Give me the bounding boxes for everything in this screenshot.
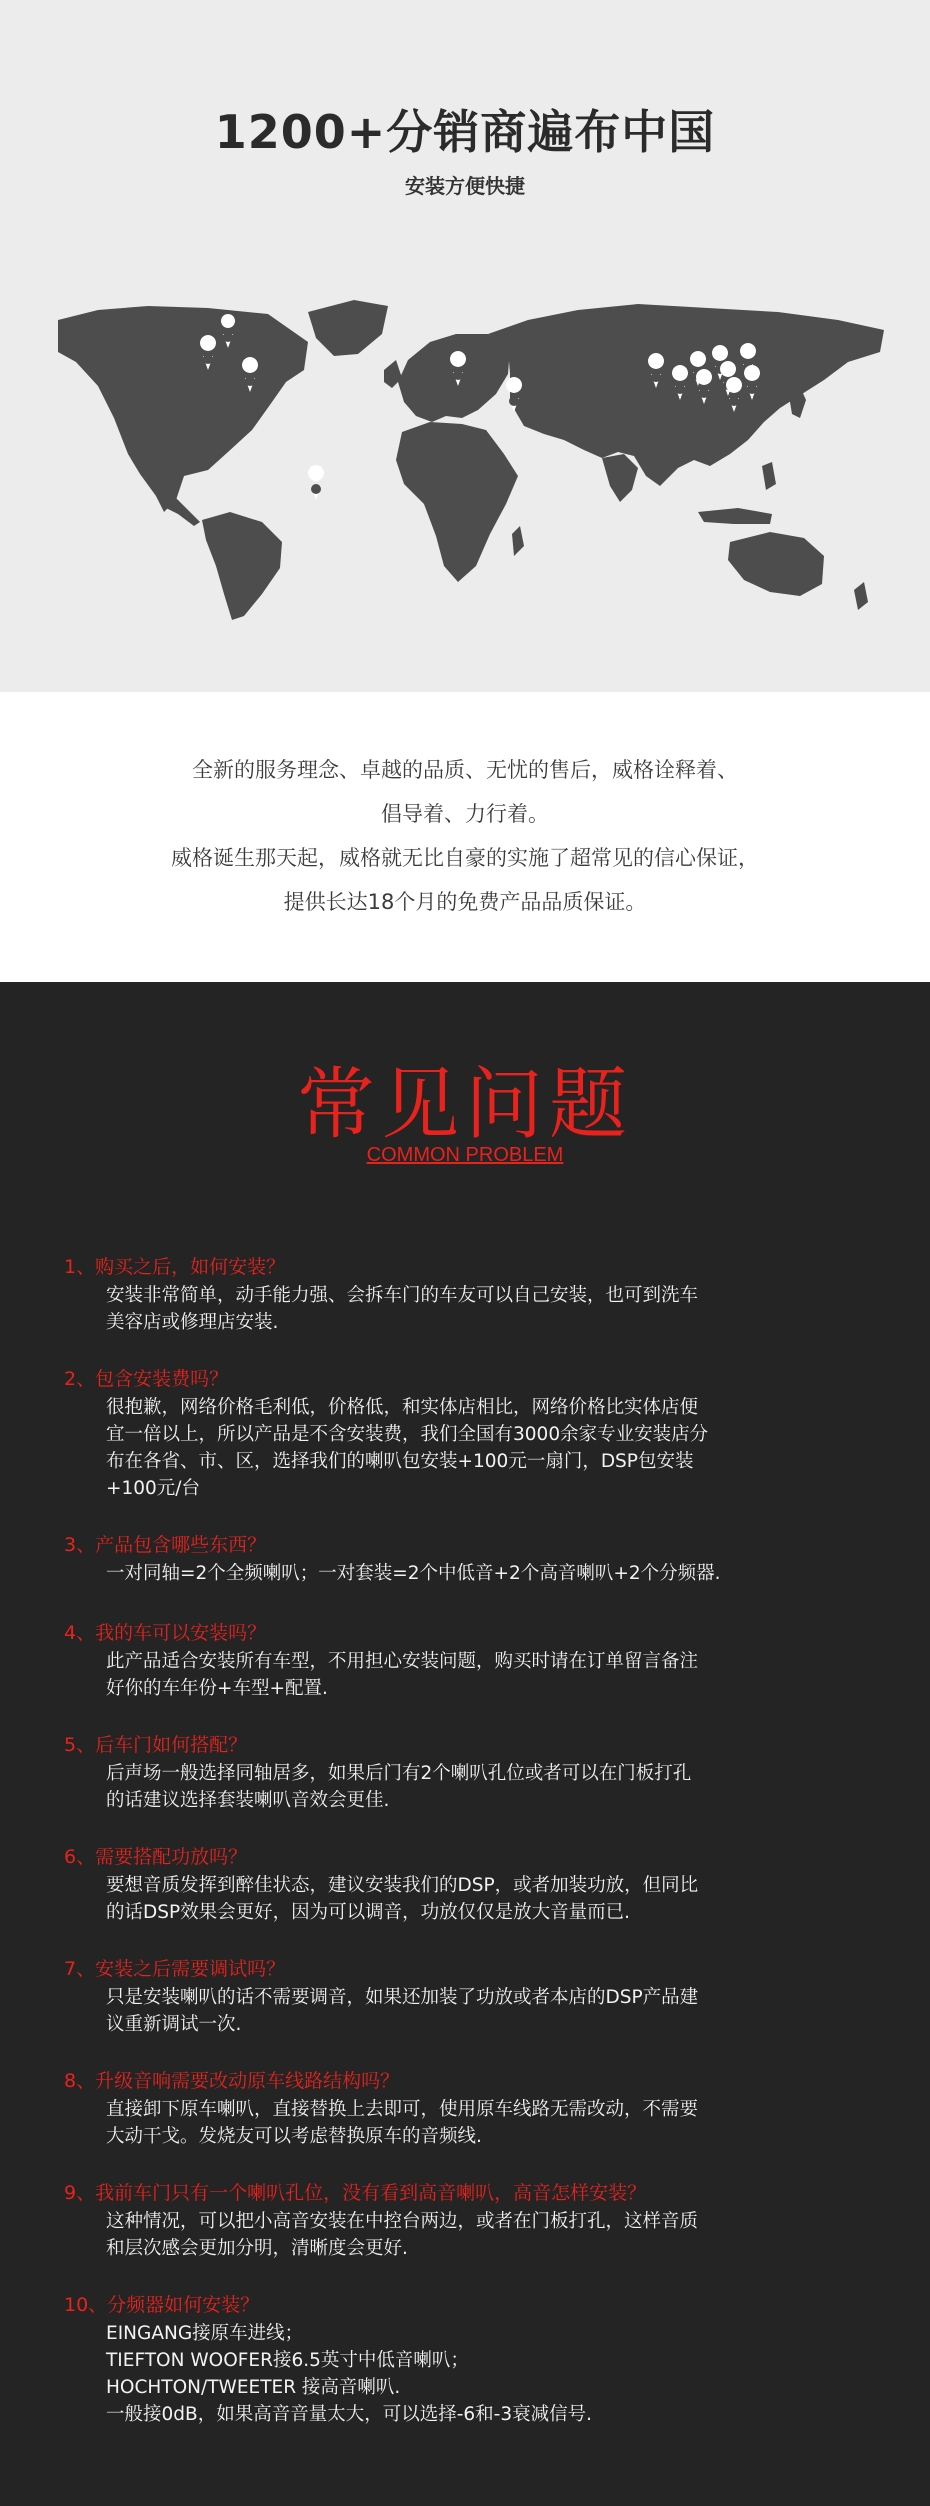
south-america [202,512,282,620]
india [602,454,638,502]
faq-question: 8、升级音响需要改动原车线路结构吗？ [64,2070,400,2092]
madagascar [512,526,524,556]
faq-answer [106,2320,884,2428]
faq-question: 2、包含安装费吗？ [64,1368,229,1390]
australia [728,532,824,596]
faq-answer [106,1648,884,1702]
north-america [58,306,308,512]
distributors-subtitle: 安装方便快捷 [405,174,525,198]
faq-question: 1、购买之后，如何安装？ [64,1256,286,1278]
faq-answer-line: 只是安装喇叭的话不需要调音，如果还加装了功放或者本店的DSP产品建 [106,1987,699,2008]
faq-answer-line: 一般接0dB，如果高音音量太大，可以选择-6和-3衰减信号. [106,2404,592,2425]
faq-answer-line: 好你的车年份+车型+配置. [106,1678,328,1699]
distributors-title: 1200+分销商遍布中国 [214,105,716,159]
faq-answer [106,1872,884,1926]
faq-answer [106,1984,884,2038]
faq-answer-line: 议重新调试一次. [106,2014,242,2035]
faq-answer [106,1282,884,1336]
faq-answer-line: 要想音质发挥到醉佳状态，建议安装我们的DSP，或者加装功放，但同比 [106,1875,699,1896]
faq-question: 3、产品包含哪些东西？ [64,1534,267,1556]
faq-answer-line: 这种情况，可以把小高音安装在中控台两边，或者在门板打孔，这样音质 [106,2211,699,2232]
faq-answer-line: 此产品适合安装所有车型，不用担心安装问题，购买时请在订单留言备注 [106,1651,699,1672]
faq-item [64,1842,884,1926]
faq-item [64,1618,884,1702]
faq-subtitle: COMMON PROBLEM [366,1144,564,1166]
greenland [308,300,388,356]
faq-answer-line: 布在各省、市、区，选择我们的喇叭包安装+100元一扇门，DSP包安装 [106,1451,694,1472]
faq-item [64,2066,884,2150]
faq-answer-line: 很抱歉，网络价格毛利低，价格低，和实体店相比，网络价格比实体店便 [106,1397,699,1418]
faq-answer-line: HOCHTON/TWEETER 接高音喇叭. [106,2377,401,2398]
faq-answer [106,1760,884,1814]
asia [488,304,884,486]
faq-answer-line: 安装非常简单，动手能力强、会拆车门的车友可以自己安装，也可到洗车 [106,1285,699,1306]
faq-item [64,1364,884,1502]
faq-answer-line: 宜一倍以上，所以产品是不含安装费，我们全国有3000余家专业安装店分 [106,1424,709,1445]
continents [58,300,884,620]
faq-answer-line: 大动干戈。发烧友可以考虑替换原车的音频线. [106,2126,482,2147]
world-map [58,290,888,620]
faq-answer-line: 的话建议选择套装喇叭音效会更佳. [106,1790,390,1811]
faq-item [64,2178,884,2262]
indonesia [698,508,772,524]
faq-item [64,1252,884,1336]
distributors-section [0,0,930,692]
faq-answer-line: EINGANG接原车进线； [106,2323,304,2344]
faq-answer [106,1394,884,1502]
africa [396,422,518,582]
faq-item [64,1954,884,2038]
faq-question: 7、安装之后需要调试吗？ [64,1958,286,1980]
service-line: 提供长达18个月的免费产品品质保证。 [283,890,647,914]
location-pin-icon [308,465,324,500]
faq-answer-line: 和层次感会更加分明，清晰度会更好. [106,2238,408,2259]
faq-question: 9、我前车门只有一个喇叭孔位，没有看到高音喇叭，高音怎样安装？ [64,2182,647,2204]
philippines [762,462,776,490]
service-statement [0,692,930,982]
faq-question: 6、需要搭配功放吗？ [64,1846,248,1868]
faq-answer [106,1560,884,1587]
faq-item [64,1530,884,1587]
service-line: 全新的服务理念、卓越的品质、无忧的售后，威格诠释着、 [192,758,738,782]
faq-answer-line: +100元/台 [106,1478,201,1499]
service-line: 威格诞生那天起，威格就无比自豪的实施了超常见的信心保证， [171,846,759,870]
faq-answer-line: TIEFTON WOOFER接6.5英寸中低音喇叭； [106,2350,469,2371]
faq-answer-line: 的话DSP效果会更好，因为可以调音，功放仅仅是放大音量而已. [106,1902,631,1923]
faq-item [64,1730,884,1814]
faq-question: 5、后车门如何搭配？ [64,1734,248,1756]
faq-item [64,2290,884,2428]
faq-section [0,982,930,2506]
faq-question: 4、我的车可以安装吗？ [64,1622,267,1644]
faq-answer-line: 后声场一般选择同轴居多，如果后门有2个喇叭孔位或者可以在门板打孔 [106,1763,692,1784]
faq-answer [106,2096,884,2150]
faq-answer-line: 美容店或修理店安装. [106,1312,279,1333]
service-line: 倡导着、力行着。 [381,802,549,826]
central-america [156,496,200,526]
faq-question: 10、分频器如何安装？ [64,2294,260,2316]
new-zealand [854,582,868,610]
faq-answer-line: 一对同轴=2个全频喇叭；一对套装=2个中低音+2个高音喇叭+2个分频器. [106,1563,721,1584]
faq-answer-line: 直接卸下原车喇叭，直接替换上去即可，使用原车线路无需改动，不需要 [106,2099,699,2120]
faq-title: 常见问题 [296,1060,633,1150]
faq-answer [106,2208,884,2262]
